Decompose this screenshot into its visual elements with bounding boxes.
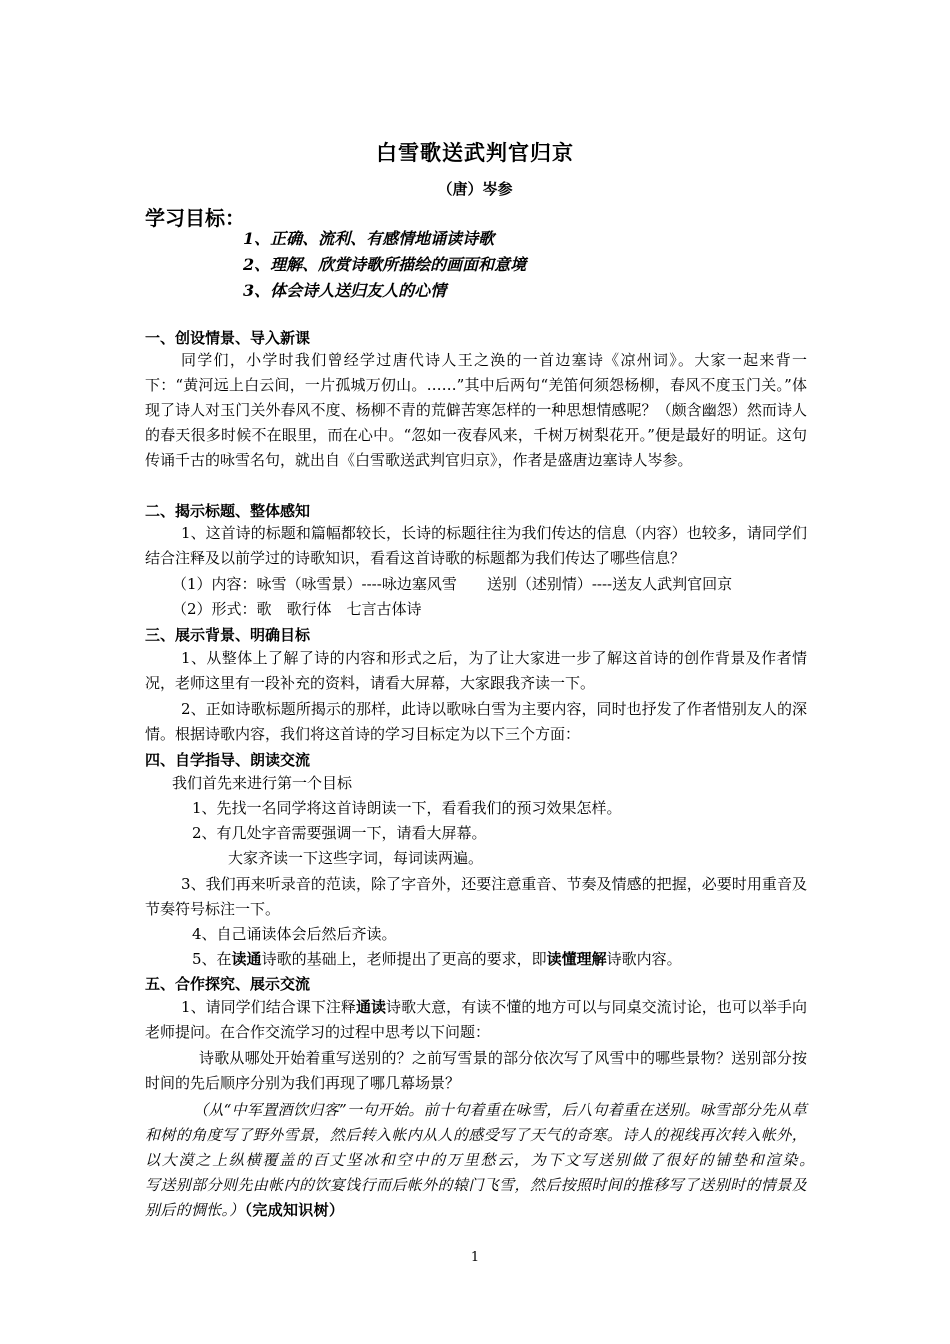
l6-bold-dutong: 读通 xyxy=(231,950,262,968)
section-heading-3: 三、展示背景、明确目标 xyxy=(145,626,311,644)
section-5-paragraph-1 xyxy=(145,995,807,1045)
p1-bold-tongdu: 通读 xyxy=(355,998,387,1016)
section-4-line-3: 大家齐读一下这些字词，每词读两遍。 xyxy=(228,849,484,867)
section-4-line-2: 2、有几处字音需要强调一下，请看大屏幕。 xyxy=(192,824,487,842)
section-2-paragraph: 1、这首诗的标题和篇幅都较长，长诗的标题往往为我们传达的信息（内容）也较多，请同学们结合注释及以前学过的诗歌知识，看看这首诗歌的标题都为我们传达了哪些信息？ xyxy=(145,524,807,567)
section-2-item-1: （1）内容：咏雪（咏雪景）----咏边塞风雪 送别（述别情）----送友人武判官回京 xyxy=(172,575,733,593)
section-2-item-2: （2）形式：歌 歌行体 七言古体诗 xyxy=(172,600,422,618)
document-title: 白雪歌送武判官归京 xyxy=(376,141,574,165)
section-4-intro: 我们首先来进行第一个目标 xyxy=(172,774,353,792)
section-4-line-4: 3、我们再来听录音的范读，除了字音外，还要注意重音、节奏及情感的把握，必要时用重音及节奏符号标注一下。 xyxy=(145,875,807,918)
page-number: 1 xyxy=(470,1250,480,1265)
l6-part-c: 诗歌的基础上，老师提出了更高的要求，即 xyxy=(261,950,547,968)
section-heading-5: 五、合作探究、展示交流 xyxy=(145,975,311,993)
answer-knowledge-tree: （完成知识树） xyxy=(244,1201,345,1219)
section-4-line-5: 4、自己诵读体会后然后齐读。 xyxy=(192,925,397,943)
section-3-paragraph-1: 1、从整体上了解了诗的内容和形式之后，为了让大家进一步了解这首诗的创作背景及作者情况，老师这里有一段补充的资料，请看大屏幕，大家跟我齐读一下。 xyxy=(145,649,807,692)
goals-heading: 学习目标： xyxy=(145,206,245,230)
p1-part-a: 1、请同学们结合课下注释 xyxy=(181,998,356,1016)
goal-item-3: 3、体会诗人送归友人的心情 xyxy=(243,281,447,300)
p1-part-c: 诗歌大意，有读不懂的地方可以与同桌交流讨论，也可以举手向老师提问。在合作交流学习的过程中思考以下问题： xyxy=(145,998,807,1041)
l6-bold-dudong: 读懂理解 xyxy=(546,950,607,968)
section-3-paragraph-2: 2、正如诗歌标题所揭示的那样，此诗以歌咏白雪为主要内容，同时也抒发了作者惜别友人的深情。根据诗歌内容，我们将这首诗的学习目标定为以下三个方面： xyxy=(145,700,807,743)
goal-item-1: 1、正确、流利、有感情地诵读诗歌 xyxy=(243,229,495,248)
section-heading-4: 四、自学指导、朗读交流 xyxy=(145,751,311,769)
section-heading-2: 二、揭示标题、整体感知 xyxy=(145,502,311,520)
section-1-paragraph: 同学们，小学时我们曾经学过唐代诗人王之涣的一首边塞诗《凉州词》。大家一起来背一下：“黄河远上白云间，一片孤城万仞山。……”其中后两句“羌笛何须怨杨柳，春风不度玉门关。”体现了诗人对玉门关外春风不度、杨柳不青的荒僻苦寒怎样的一种思想情感呢？（颇含幽怨）然而诗人的春天很多时候不在眼里，而在心中。“忽如一夜春风来，千树万树梨花开。”便是最好的明证。这句传诵千古的咏雪名句，就出自《白雪歌送武判官归京》，作者是盛唐边塞诗人岑参。 xyxy=(145,351,807,469)
section-4-line-6 xyxy=(192,947,682,972)
l6-part-a: 5、在 xyxy=(192,950,232,968)
section-heading-1: 一、创设情景、导入新课 xyxy=(145,329,311,347)
answer-text: （从“中军置酒饮归客”一句开始。前十句着重在咏雪，后八句着重在送别。咏雪部分先从草和树的角度写了野外雪景，然后转入帐内从人的感受写了天气的奇寒。诗人的视线再次转入帐外，以大漠之上纵横覆盖的百丈坚冰和空中的万里愁云，为下文写送别做了很好的铺垫和渲染。 写送别部分则先由帐内的饮宴饯行而后帐外的辕门飞雪，然后按照时间的推移写了送别时的情景及别后的惆怅。） xyxy=(145,1101,853,1219)
section-4-line-1: 1、先找一名同学将这首诗朗读一下，看看我们的预习效果怎样。 xyxy=(192,799,622,817)
goal-item-2: 2、理解、欣赏诗歌所描绘的画面和意境 xyxy=(243,255,527,274)
section-5-answer xyxy=(145,1098,853,1223)
l6-part-e: 诗歌内容。 xyxy=(606,950,682,968)
author-line: （唐）岑参 xyxy=(437,180,513,198)
section-5-question: 诗歌从哪处开始着重写送别的？之前写雪景的部分依次写了风雪中的哪些景物？送别部分按时间的先后顺序分别为我们再现了哪几幕场景？ xyxy=(145,1049,807,1092)
